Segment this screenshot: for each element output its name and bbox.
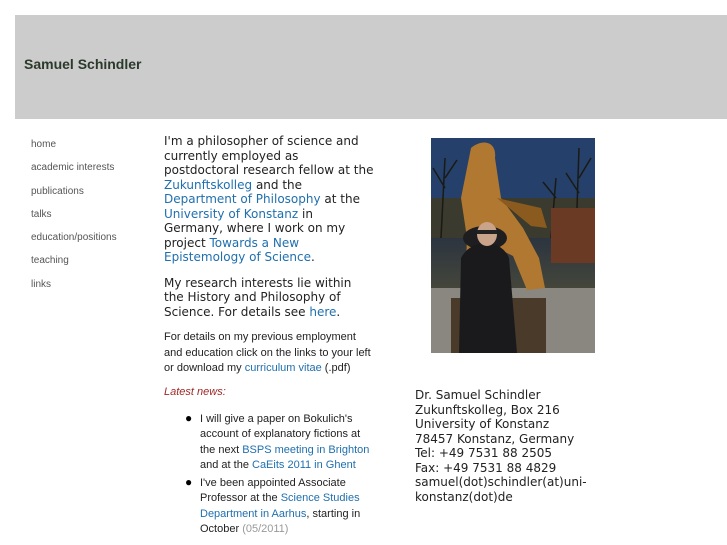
portrait-photo [431, 138, 595, 353]
address-line: University of Konstanz [415, 417, 550, 431]
cv-link[interactable]: curriculum vitae [244, 362, 322, 374]
nav-item-academic-interests[interactable]: academic interests [31, 162, 115, 174]
email-line: samuel(dot)schindler(at)uni-konstanz(dot)de [415, 475, 587, 504]
nav-item-publications[interactable]: publications [31, 185, 84, 197]
intro-text-3: at the [320, 192, 360, 206]
news-text: and at the [200, 459, 252, 471]
zukunftskolleg-link[interactable]: Zukunftskolleg [164, 177, 253, 192]
nav-item-home[interactable]: home [31, 139, 57, 150]
bullet-icon: ● [185, 410, 193, 425]
intro-text-2: and the [252, 177, 303, 192]
address-line: Dr. Samuel Schindler [415, 388, 541, 402]
department-link[interactable]: Department of Philosophy [164, 192, 321, 206]
intro-text-4: in Germany, where I work on my project [164, 206, 346, 250]
science-studies-link[interactable]: Science Studies Department in Aarhus [200, 492, 360, 520]
details-paragraph [164, 330, 374, 377]
fax-line: Fax: +49 7531 88 4829 [415, 460, 557, 475]
nav-item-links[interactable]: links [31, 278, 52, 290]
statue-photo-illustration [431, 138, 595, 353]
sidebar-nav [31, 138, 117, 301]
nav-item-talks[interactable]: talks [31, 208, 52, 220]
interests-here-link[interactable]: here [309, 304, 337, 319]
news-text: I will give a paper on Bokulich's account of explanatory fictions at the next [200, 412, 361, 456]
intro-text-1: I'm a philosopher of science and currently employed as postdoctoral research fellow at the [164, 134, 374, 177]
project-link[interactable]: Towards a New Epistemology of Science [164, 235, 312, 264]
interests-text-2: . [336, 304, 341, 319]
site-title[interactable]: Samuel Schindler [24, 56, 142, 72]
main-content [164, 134, 374, 540]
details-text-2: (.pdf) [321, 362, 351, 374]
address-line: 78457 Konstanz, Germany [415, 431, 575, 446]
university-link[interactable]: University of Konstanz [164, 206, 299, 221]
header-banner [15, 15, 727, 119]
nav-item-teaching[interactable]: teaching [31, 255, 69, 267]
address-line: Zukunftskolleg, Box 216 [415, 402, 560, 417]
contact-address [415, 388, 585, 504]
caeits-link[interactable]: CaEits 2011 in Ghent [252, 459, 356, 471]
intro-text-5: . [311, 250, 315, 264]
interests-text-1: My research interests lie within the History and Philosophy of Science. For details see [164, 275, 352, 319]
news-list [164, 412, 374, 538]
interests-paragraph [164, 276, 374, 320]
news-text: I've been appointed Associate Professor at the [200, 476, 346, 504]
bsps-link[interactable]: BSPS meeting in Brighton [242, 443, 370, 456]
latest-news-heading: Latest news: [164, 385, 226, 398]
bullet-icon: ● [185, 474, 193, 489]
news-item [185, 474, 374, 538]
news-date: (05/2011) [242, 523, 289, 535]
news-item [185, 410, 374, 474]
details-text-1: For details on my previous employment and education click on the links to your left or download my [164, 331, 371, 374]
news-text: , starting in October [200, 507, 361, 535]
intro-paragraph [164, 134, 374, 265]
nav-item-education-positions[interactable]: education/positions [31, 232, 117, 244]
phone-line: Tel: +49 7531 88 2505 [415, 446, 552, 460]
